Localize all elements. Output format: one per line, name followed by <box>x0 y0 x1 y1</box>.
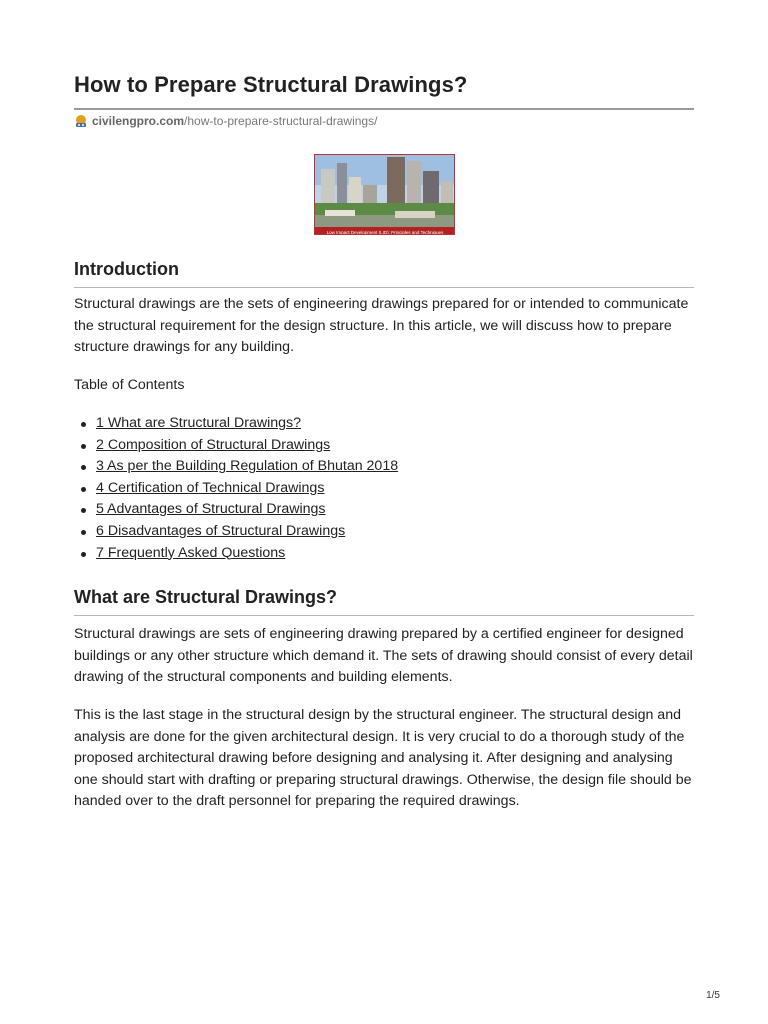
page-title: How to Prepare Structural Drawings? <box>74 72 694 110</box>
toc-link-7[interactable]: 7 Frequently Asked Questions <box>96 544 286 561</box>
source-link[interactable] <box>74 114 377 128</box>
section-paragraph-2: This is the last stage in the structural design by the structural engineer. The structural design and analysis are done for the given architectural design. It is very crucial to do a thorough study of the proposed architectural drawing before designing and analysing it. After designing and analysing one should start with drafting or preparing structural drawings. Otherwise, the design file should be handed over to the draft personnel for preparing the required drawings. <box>74 707 692 810</box>
toc-item <box>96 478 398 500</box>
toc-link-6[interactable]: 6 Disadvantages of Structural Drawings <box>96 522 346 539</box>
intro-heading: Introduction <box>74 259 694 288</box>
toc-item <box>96 543 398 565</box>
toc-item <box>96 435 398 457</box>
toc-link-4[interactable]: 4 Certification of Technical Drawings <box>96 479 325 496</box>
source-path: /how-to-prepare-structural-drawings/ <box>184 114 378 128</box>
hero-caption: Low Impact Development (LID): Principles and Techniques <box>326 230 444 235</box>
toc-item <box>96 456 398 478</box>
site-logo-icon <box>74 114 88 128</box>
toc-link-1[interactable]: 1 What are Structural Drawings? <box>96 415 302 431</box>
toc-item <box>96 499 398 521</box>
intro-paragraph: Structural drawings are the sets of engineering drawings prepared for or intended to communicate the structural requirement for the design structure. In this article, we will discuss how to prepare structure drawings for any building. <box>74 296 689 356</box>
toc-item <box>96 521 398 543</box>
section-paragraph-1: Structural drawings are sets of engineering drawing prepared by a certified engineer for designed buildings or any other structure which demand it. The sets of drawing should consist of every detail drawing of the structural components and building elements. <box>74 626 693 686</box>
section-heading: What are Structural Drawings? <box>74 587 694 616</box>
page-number: 1/5 <box>706 990 720 1001</box>
toc-link-2[interactable]: 2 Composition of Structural Drawings <box>96 436 331 453</box>
hero-image <box>314 154 455 235</box>
source-domain: civilengpro.com <box>92 114 185 128</box>
toc-link-5[interactable]: 5 Advantages of Structural Drawings <box>96 501 326 518</box>
table-of-contents <box>96 413 398 564</box>
toc-item <box>96 413 398 435</box>
toc-label: Table of Contents <box>74 377 185 393</box>
toc-link-3[interactable]: 3 As per the Building Regulation of Bhutan 2018 <box>96 458 399 475</box>
